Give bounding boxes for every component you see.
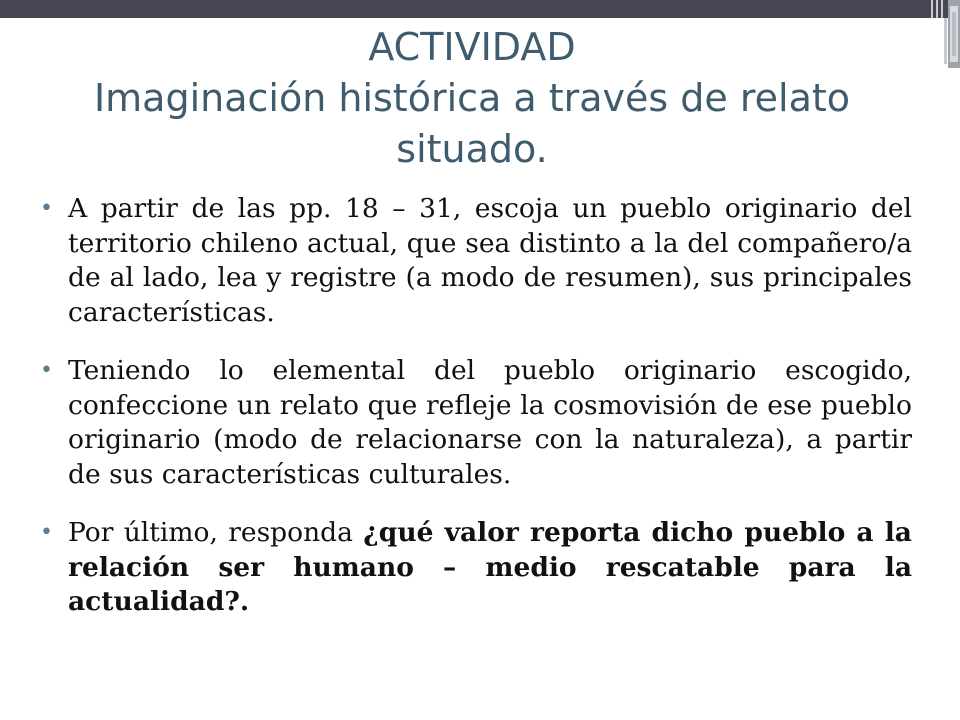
title-line-3: situado. bbox=[396, 127, 548, 171]
top-decorative-bar bbox=[0, 0, 928, 18]
bullet-text-2: Teniendo lo elemental del pueblo originario escogido, confeccione un relato que refleje la cosmovisión de ese pueblo originario (modo de relacionarse con la naturaleza), a partir de sus características culturales. bbox=[68, 355, 912, 490]
bullet-text-3-normal: Por último, responda bbox=[68, 517, 364, 548]
bullet-icon: • bbox=[40, 358, 53, 383]
title-line-2: Imaginación histórica a través de relato bbox=[93, 76, 851, 120]
corner-decoration bbox=[928, 0, 960, 68]
title-line-1: ACTIVIDAD bbox=[368, 25, 576, 69]
bullet-icon: • bbox=[40, 520, 53, 545]
bullet-item-3 bbox=[40, 516, 912, 620]
bullet-list bbox=[40, 192, 912, 644]
bullet-item-2 bbox=[40, 354, 912, 492]
slide-title bbox=[20, 22, 924, 175]
bullet-item-1 bbox=[40, 192, 912, 330]
bullet-text-3-question: ¿qué valor reporta dicho pueblo a la relación ser humano – medio rescatable para la actualidad?. bbox=[68, 517, 912, 617]
bullet-text-1: A partir de las pp. 18 – 31, escoja un pueblo originario del territorio chileno actual, que sea distinto a la del compañero/a de al lado, lea y registre (a modo de resumen), sus principales características. bbox=[68, 193, 912, 328]
bullet-icon: • bbox=[40, 196, 53, 221]
